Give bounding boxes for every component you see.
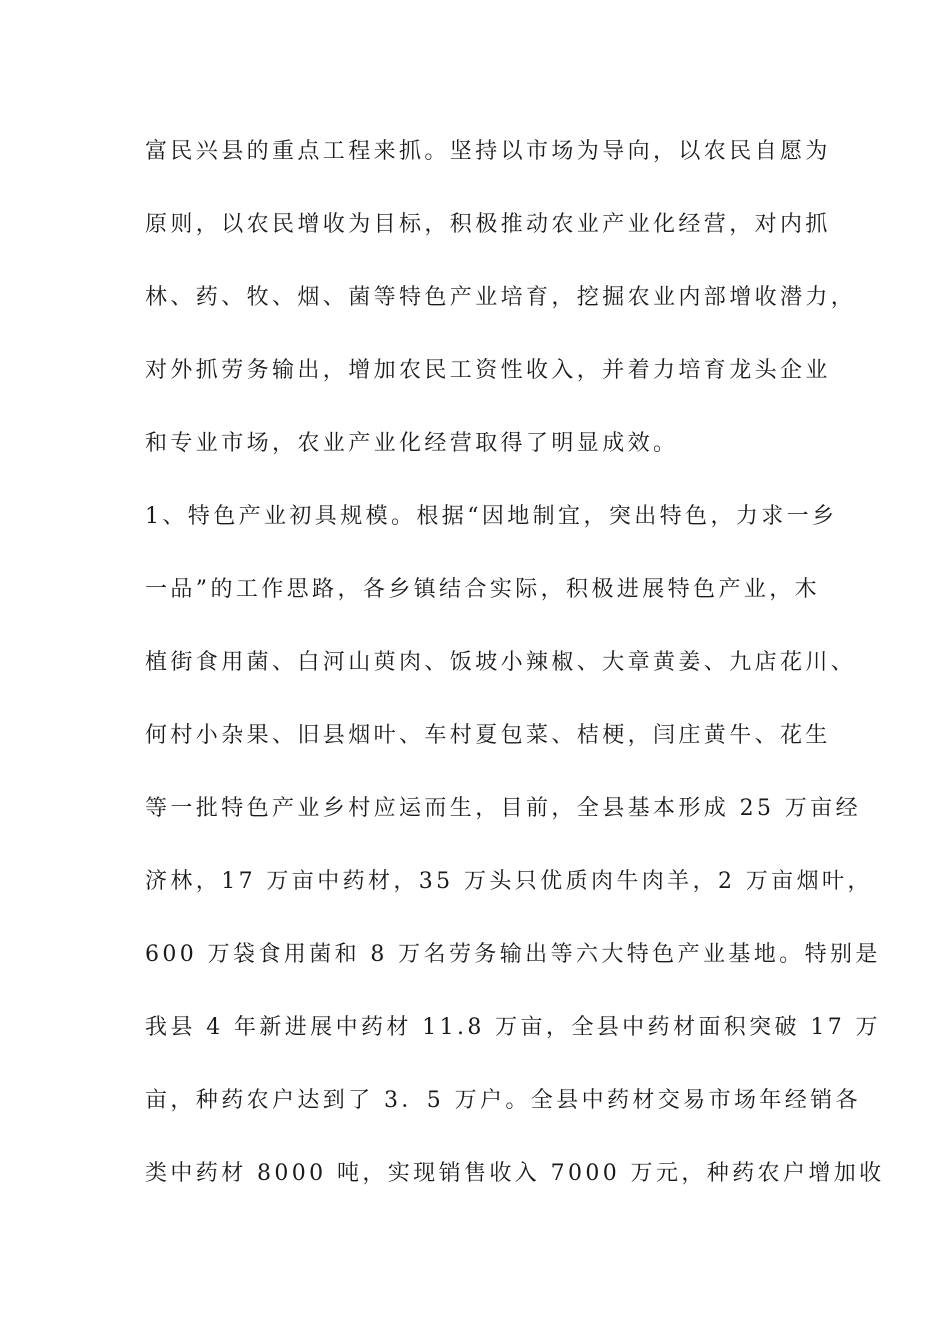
text-line: 类中药材 8000 吨，实现销售收入 7000 万元，种药农户增加收 xyxy=(145,1161,885,1186)
text-line: 植街食用菌、白河山萸肉、饭坡小辣椒、大章黄姜、九店花川、 xyxy=(145,650,857,675)
text-line: 富民兴县的重点工程来抓。坚持以市场为导向，以农民自愿为 xyxy=(145,139,831,164)
text-line: 亩，种药农户达到了 3．5 万户。全县中药材交易市场年经销各 xyxy=(145,1088,861,1113)
text-line: 等一批特色产业乡村应运而生，目前，全县基本形成 25 万亩经 xyxy=(145,796,861,821)
text-line: 和专业市场，农业产业化经营取得了明显成效。 xyxy=(145,431,679,456)
text-line: 济林，17 万亩中药材，35 万头只优质肉牛肉羊，2 万亩烟叶， xyxy=(145,869,873,894)
text-line: 我县 4 年新进展中药材 11.8 万亩，全县中药材面积突破 17 万 xyxy=(145,1015,881,1040)
text-line: 林、药、牧、烟、菌等特色产业培育，挖掘农业内部增收潜力， xyxy=(145,285,857,310)
text-line: 1、特色产业初具规模。根据“因地制宜，突出特色，力求一乡 xyxy=(145,504,838,529)
text-line: 一品”的工作思路，各乡镇结合实际，积极进展特色产业，木 xyxy=(145,577,821,602)
text-line: 何村小杂果、旧县烟叶、车村夏包菜、桔梗，闫庄黄牛、花生 xyxy=(145,723,831,748)
text-line: 对外抓劳务输出，增加农民工资性收入，并着力培育龙头企业 xyxy=(145,358,831,383)
text-line: 原则，以农民增收为目标，积极推动农业产业化经营，对内抓 xyxy=(145,212,831,237)
text-line: 600 万袋食用菌和 8 万名劳务输出等六大特色产业基地。特别是 xyxy=(145,942,881,967)
